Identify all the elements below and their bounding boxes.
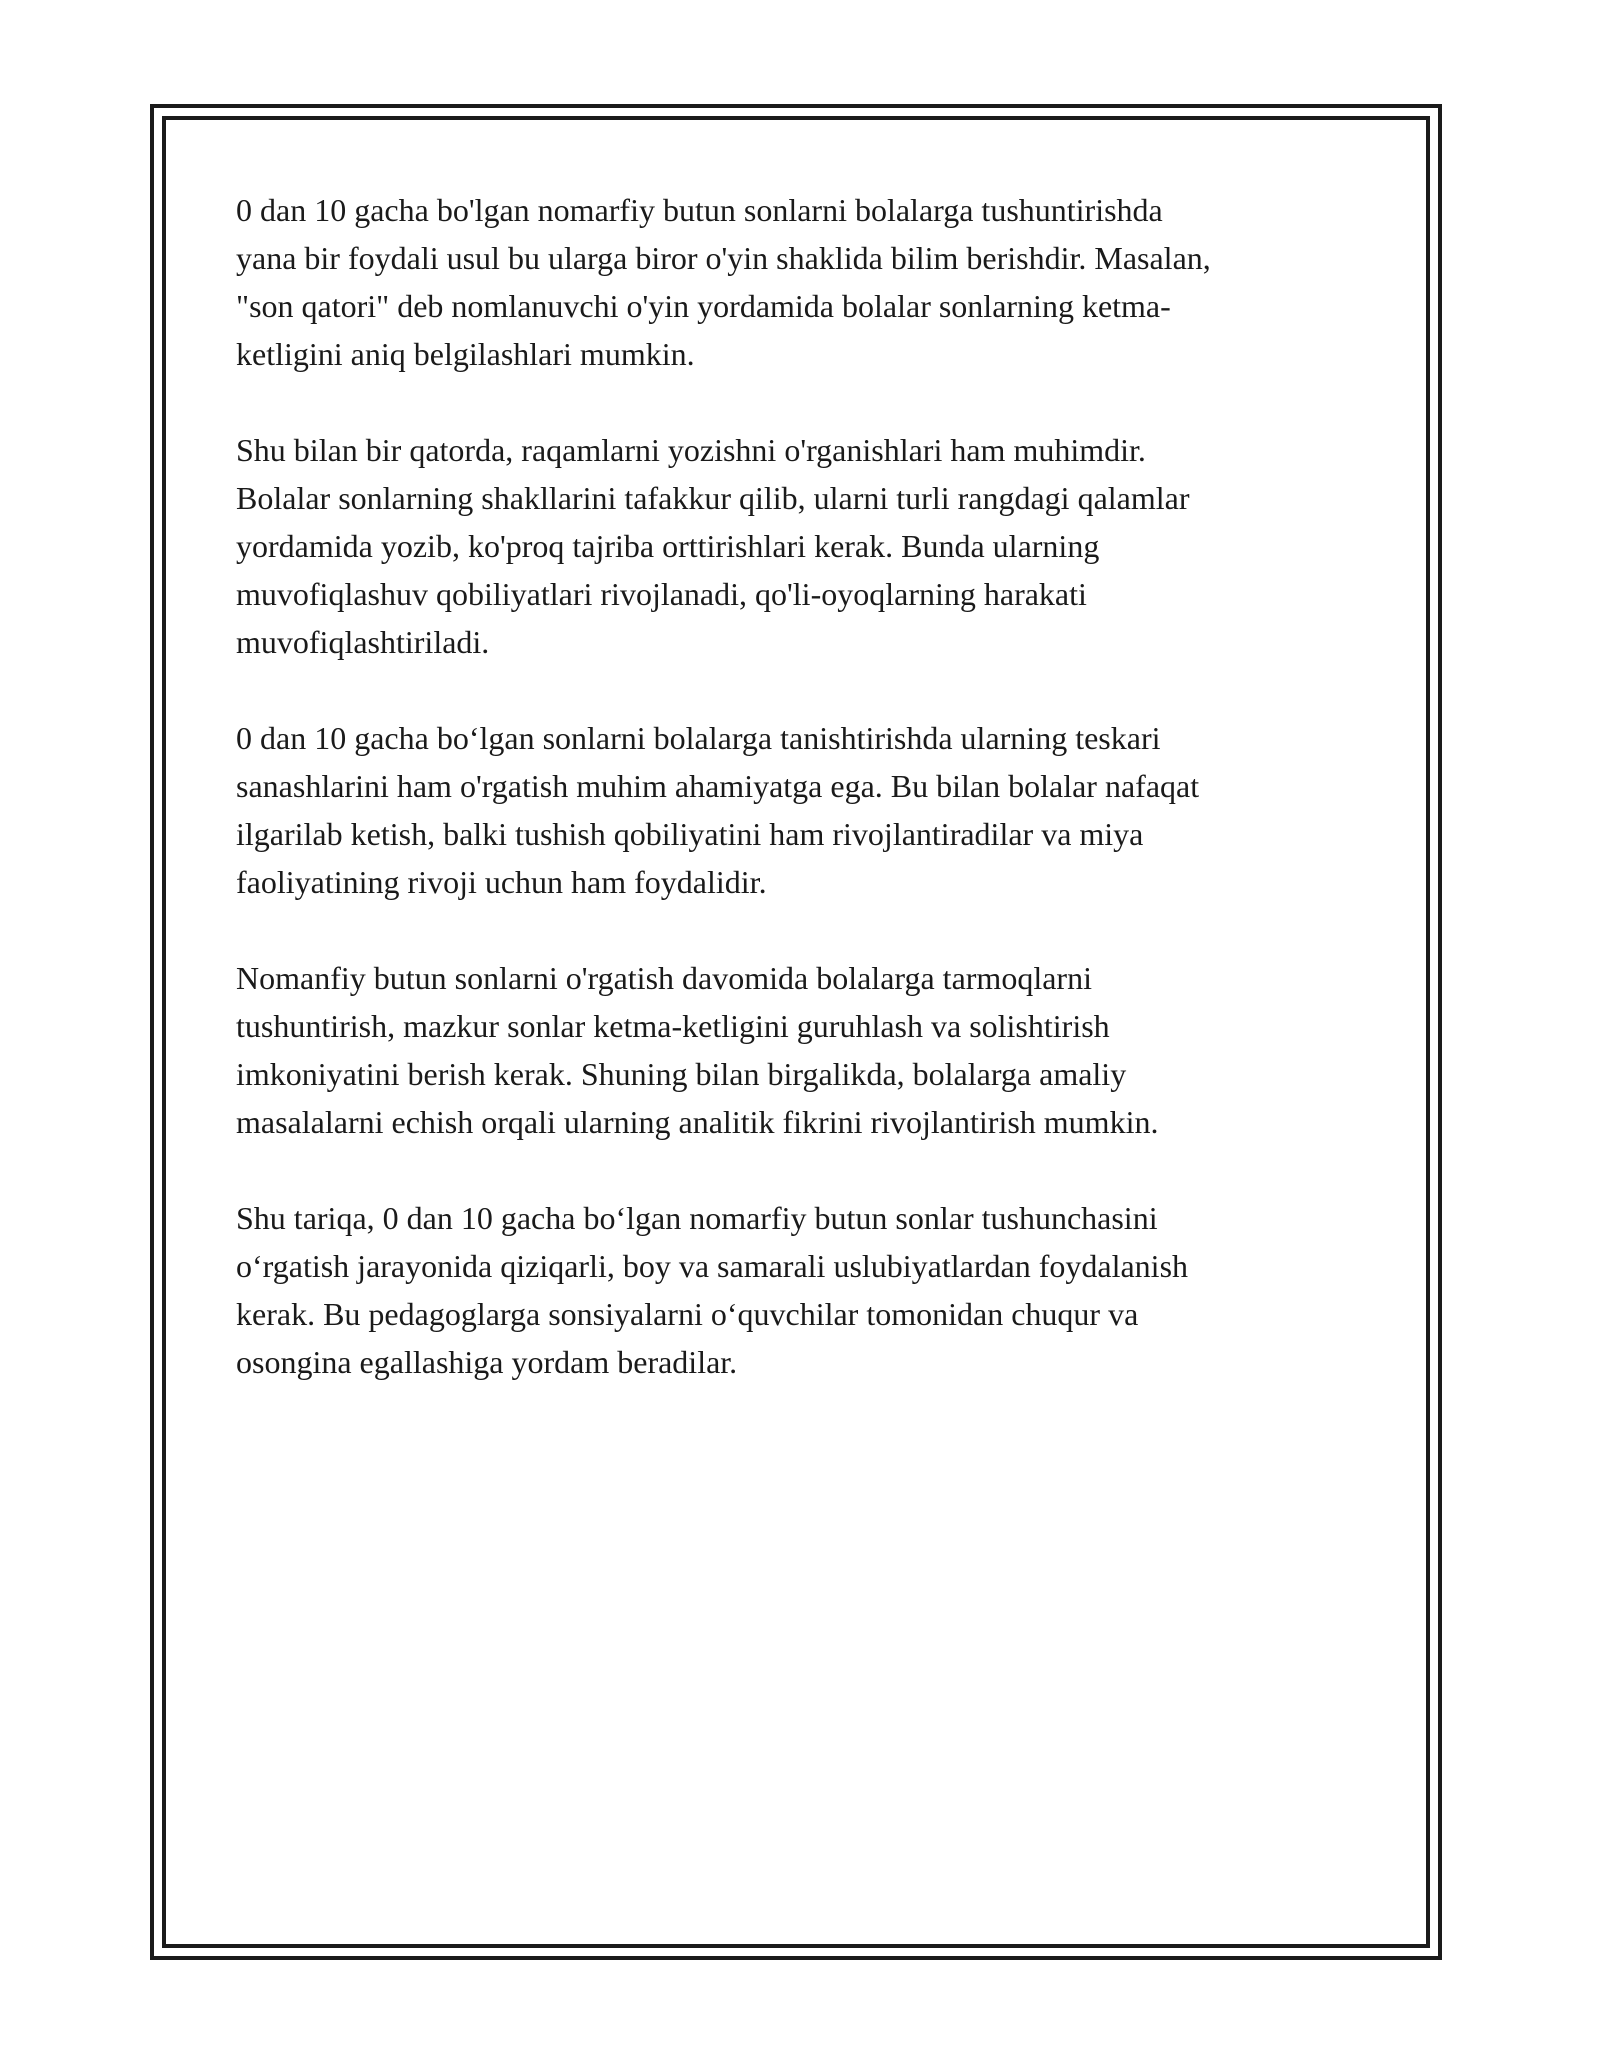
paragraph-5: Shu tariqa, 0 dan 10 gacha bo‘lgan nomarfiy butun sonlar tushunchasini o‘rgatish jarayonida qiziqarli, boy va samarali uslubiyatlardan foydalanish kerak. Bu pedagoglarga sonsiyalarni o‘quvchilar tomonidan chuqur va osongina egallashiga yordam beradilar. (236, 1200, 1189, 1380)
paragraph-1: 0 dan 10 gacha bo'lgan nomarfiy butun sonlarni bolalarga tushuntirishda yana bir foydali usul bu ularga biror o'yin shaklida bilim berishdir. Masalan, "son qatori" deb nomlanuvchi o'yin yordamida bolalar sonlarning ketma- ketligini aniq belgilashlari mumkin. (236, 192, 1211, 372)
paragraph-3: 0 dan 10 gacha bo‘lgan sonlarni bolalarga tanishtirishda ularning teskari sanashlarini ham o'rgatish muhim ahamiyatga ega. Bu bilan bolalar nafaqat ilgarilab ketish, balki tushish qobiliyatini ham rivojlantiradilar va miya faoliyatining rivoji uchun ham foydalidir. (236, 720, 1200, 900)
paragraph-4: Nomanfiy butun sonlarni o'rgatish davomida bolalarga tarmoqlarni tushuntirish, mazkur sonlar ketma-ketligini guruhlash va solishtirish imkoniyatini berish kerak. Shuning bilan birgalikda, bolalarga amaliy masalalarni echish orqali ularning analitik fikrini rivojlantirish mumkin. (236, 960, 1159, 1140)
document-body (236, 186, 1366, 1434)
paragraph-2: Shu bilan bir qatorda, raqamlarni yozishni o'rganishlari ham muhimdir. Bolalar sonlarning shakllarini tafakkur qilib, ularni turli rangdagi qalamlar yordamida yozib, ko'proq tajriba orttirishlari kerak. Bunda ularning muvofiqlashuv qobiliyatlari rivojlanadi, qo'li-oyoqlarning harakati muvofiqlashtiriladi. (236, 432, 1190, 660)
